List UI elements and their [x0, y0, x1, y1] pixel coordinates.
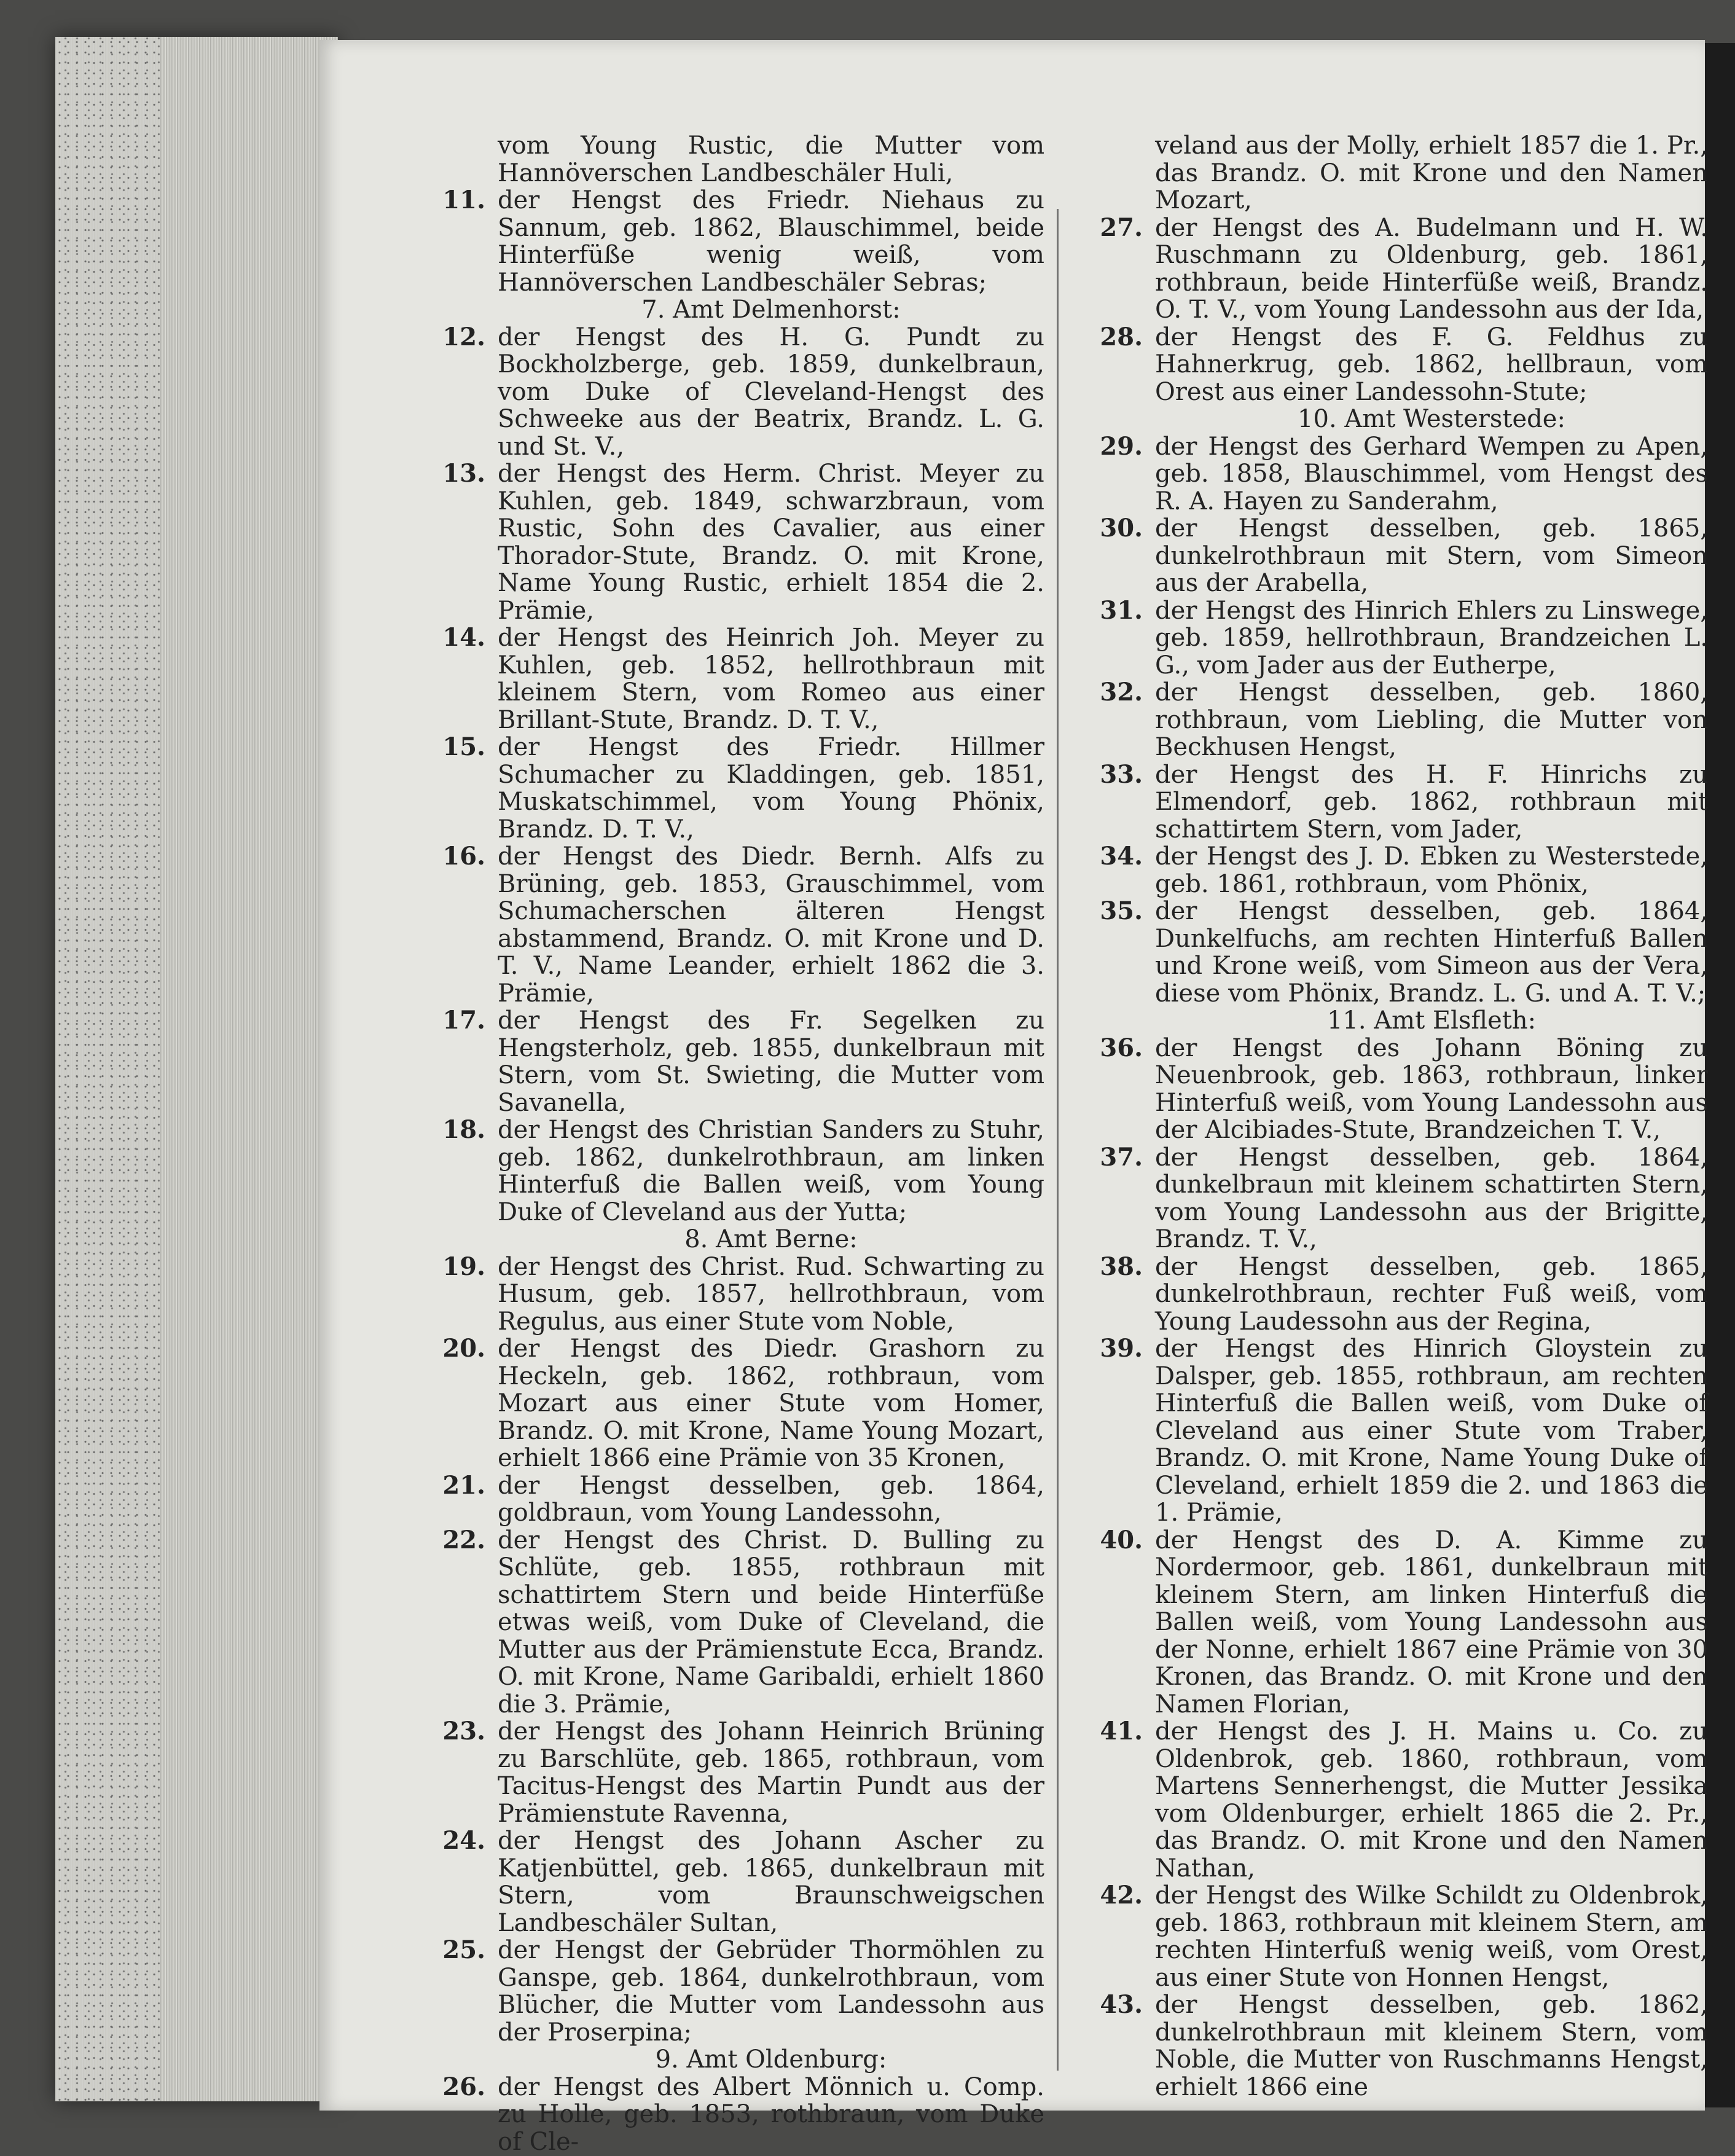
entry-text: der Hengst desselben, geb. 1865, dunkelrothbraun, rechter Fuß weiß, vom Young Laudessohn aus der Regina,: [1155, 1252, 1708, 1336]
list-item: [430, 1937, 1044, 2046]
list-item: [430, 843, 1044, 1007]
entry-number: 41.: [1100, 1717, 1143, 1746]
entry-text: der Hengst des Gerhard Wempen zu Apen, geb. 1858, Blauschimmel, vom Hengst des R. A. Hayen zu Sanderahm,: [1155, 432, 1708, 515]
entry-number: 24.: [442, 1826, 485, 1855]
entry-text: der Hengst des J. D. Ebken zu Westerstede, geb. 1861, rothbraun, vom Phönix,: [1155, 842, 1708, 898]
entry-text: der Hengst des Diedr. Grashorn zu Heckeln, geb. 1862, rothbraun, vom Mozart aus einer Stute vom Homer, Brandz. O. mit Krone, Name Young Mozart, erhielt 1866 eine Prämie von 35 Kronen,: [498, 1335, 1044, 1472]
entry-number: 31.: [1100, 595, 1143, 625]
page-gutter-shadow: [1705, 43, 1735, 2107]
list-item: [430, 1472, 1044, 1527]
list-item: [1087, 1882, 1708, 1991]
section-heading: 7. Amt Delmenhorst:: [641, 296, 901, 324]
entry-text: der Hengst des Heinrich Joh. Meyer zu Kuhlen, geb. 1852, hellrothbraun mit kleinem Stern, vom Romeo aus einer Brillant-Stute, Brandz. D. T. V.,: [498, 624, 1044, 734]
right-column: [1087, 132, 1708, 2101]
entry-number: 13.: [442, 459, 485, 488]
list-item: [1087, 1718, 1708, 1882]
entry-text: der Hengst des Friedr. Niehaus zu Sannum, geb. 1862, Blauschimmel, beide Hinterfüße wenig weiß, vom Hannöverschen Landbeschäler Sebras;: [498, 186, 1044, 297]
entry-text: der Hengst des Johann Ascher zu Katjenbüttel, geb. 1865, dunkelbraun mit Stern, vom Braunschweigschen Landbeschäler Sultan,: [498, 1827, 1044, 1937]
entry-number: 33.: [1100, 759, 1143, 789]
list-item: [430, 1527, 1044, 1719]
entry-text: der Hengst des Hinrich Ehlers zu Linswege, geb. 1859, hellrothbraun, Brandzeichen L. G., vom Jader aus der Eutherpe,: [1155, 596, 1708, 680]
list-item: [430, 1718, 1044, 1827]
entry-text: der Hengst des Hinrich Gloystein zu Dalsper, geb. 1855, rothbraun, am rechten Hinterfuß die Ballen weiß, vom Duke of Cleveland aus einer Stute vom Traber, Brandz. O. mit Krone, Name Young Duke of Cleveland, erhielt 1859 die 2. und 1863 die 1. Prämie,: [1155, 1335, 1708, 1527]
entry-number: 43.: [1100, 1990, 1143, 2019]
entry-number: 27.: [1100, 213, 1143, 242]
entry-number: 25.: [442, 1935, 485, 1964]
entry-text: der Hengst der Gebrüder Thormöhlen zu Ganspe, geb. 1864, dunkelrothbraun, vom Blücher, die Mutter vom Landessohn aus der Proserpina;: [498, 1936, 1044, 2047]
section-heading: 10. Amt Westerstede:: [1298, 405, 1565, 433]
left-column: [430, 132, 1044, 2155]
book-edge-speckle: [55, 37, 160, 2101]
section-heading: 8. Amt Berne:: [684, 1225, 858, 1253]
entry-number: 18.: [442, 1115, 485, 1144]
entry-number: 39.: [1100, 1334, 1143, 1363]
entry-number: 34.: [1100, 842, 1143, 871]
list-item: [430, 460, 1044, 624]
entry-text: der Hengst des Fr. Segelken zu Hengsterholz, geb. 1855, dunkelbraun mit Stern, vom St. Swieting, die Mutter vom Savanella,: [498, 1006, 1044, 1117]
list-item: [1087, 1991, 1708, 2101]
list-item: [1087, 324, 1708, 406]
list-item: [1087, 761, 1708, 844]
list-item: [430, 1827, 1044, 1937]
entry-text: der Hengst des J. H. Mains u. Co. zu Oldenbrok, geb. 1860, rothbraun, vom Martens Sennerhengst, die Mutter Jessika vom Oldenburger, erhielt 1865 die 2. Pr., das Brandz. O. mit Krone und den Namen Nathan,: [1155, 1717, 1708, 1883]
list-item: [430, 734, 1044, 843]
list-item: [1087, 679, 1708, 761]
entry-number: 14.: [442, 623, 485, 652]
entry-number: 20.: [442, 1334, 485, 1363]
entry-number: 17.: [442, 1006, 485, 1035]
list-item: [430, 324, 1044, 461]
list-item: [1087, 597, 1708, 680]
list-item: [1087, 515, 1708, 597]
list-item: [1087, 433, 1708, 515]
entry-number: 35.: [1100, 896, 1143, 925]
entry-number: 26.: [442, 2072, 485, 2101]
entry-text: der Hengst des F. G. Feldhus zu Hahnerkrug, geb. 1862, hellbraun, vom Orest aus einer Landessohn-Stute;: [1155, 323, 1708, 406]
entry-number: 28.: [1100, 322, 1143, 351]
list-item: [430, 1116, 1044, 1226]
section-heading: 11. Amt Elsfleth:: [1326, 1006, 1537, 1035]
entry-text: der Hengst des H. G. Pundt zu Bockholzberge, geb. 1859, dunkelbraun, vom Duke of Cleveland-Hengst des Schweeke aus der Beatrix, Brandz. L. G. und St. V.,: [498, 323, 1044, 461]
continued-text: vom Young Rustic, die Mutter vom Hannöverschen Landbeschäler Huli,: [498, 131, 1044, 187]
entry-text: der Hengst des Diedr. Bernh. Alfs zu Brüning, geb. 1853, Grauschimmel, vom Schumacherschen älteren Hengst abstammend, Brandz. O. mit Krone und D. T. V., Name Leander, erhielt 1862 die 3. Prämie,: [498, 842, 1044, 1008]
entry-text: der Hengst des A. Budelmann und H. W. Ruschmann zu Oldenburg, geb. 1861, rothbraun, beide Hinterfüße weiß, Brandz. O. T. V., vom Young Landessohn aus der Ida,: [1155, 213, 1708, 324]
list-item: [1087, 1527, 1708, 1719]
list-item: [1087, 1335, 1708, 1527]
entry-text: der Hengst des Herm. Christ. Meyer zu Kuhlen, geb. 1849, schwarzbraun, vom Rustic, Sohn des Cavalier, aus einer Thorador-Stute, Brandz. O. mit Krone, Name Young Rustic, erhielt 1854 die 2. Prämie,: [498, 460, 1044, 625]
list-item: [1087, 898, 1708, 1007]
entry-text: der Hengst desselben, geb. 1865, dunkelrothbraun mit Stern, vom Simeon aus der Arabella,: [1155, 514, 1708, 597]
entry-number: 42.: [1100, 1881, 1143, 1910]
entry-number: 32.: [1100, 678, 1143, 707]
entry-text: der Hengst des Christ. D. Bulling zu Schlüte, geb. 1855, rothbraun mit schattirtem Stern und beide Hinterfüße etwas weiß, vom Duke of Cleveland, die Mutter aus der Prämienstute Ecca, Brandz. O. mit Krone, Name Garibaldi, erhielt 1860 die 3. Prämie,: [498, 1526, 1044, 1719]
entry-number: 21.: [442, 1470, 485, 1500]
continued-text: veland aus der Molly, erhielt 1857 die 1. Pr., das Brandz. O. mit Krone und den Namen Mozart,: [1155, 131, 1708, 214]
list-item: [1087, 1035, 1708, 1144]
entry-number: 38.: [1100, 1252, 1143, 1281]
entry-number: 29.: [1100, 431, 1143, 461]
list-item: [1087, 843, 1708, 898]
entry-text: der Hengst des Wilke Schildt zu Oldenbrok, geb. 1863, rothbraun mit kleinem Stern, am rechten Hinterfuß wenig weiß, vom Orest, aus einer Stute von Honnen Hengst,: [1155, 1881, 1708, 1992]
entry-text: der Hengst desselben, geb. 1864, goldbraun, vom Young Landessohn,: [498, 1471, 1044, 1527]
entry-number: 22.: [442, 1525, 485, 1554]
list-item: [430, 1335, 1044, 1472]
list-item: [430, 2074, 1044, 2156]
entry-text: der Hengst des D. A. Kimme zu Nordermoor, geb. 1861, dunkelbraun mit kleinem Stern, am linken Hinterfuß die Ballen weiß, vom Young Landessohn aus der Nonne, erhielt 1867 eine Prämie von 30 Kronen, das Brandz. O. mit Krone und den Namen Florian,: [1155, 1526, 1708, 1719]
entry-text: der Hengst desselben, geb. 1860, rothbraun, vom Liebling, die Mutter von Beckhusen Hengst,: [1155, 678, 1708, 761]
entry-text: der Hengst des Christ. Rud. Schwarting zu Husum, geb. 1857, hellrothbraun, vom Regulus, aus einer Stute vom Noble,: [498, 1252, 1044, 1336]
entry-text: der Hengst des Johann Böning zu Neuenbrook, geb. 1863, rothbraun, linker Hinterfuß weiß, vom Young Landessohn aus der Alcibiades-Stute, Brandzeichen T. V.,: [1155, 1033, 1708, 1144]
list-item: [1087, 1253, 1708, 1336]
column-divider: [1057, 209, 1059, 2071]
list-item: [430, 1253, 1044, 1336]
section-heading: 9. Amt Oldenburg:: [655, 2045, 887, 2074]
entry-number: 40.: [1100, 1525, 1143, 1554]
entry-number: 30.: [1100, 514, 1143, 543]
entry-text: der Hengst des H. F. Hinrichs zu Elmendorf, geb. 1862, rothbraun mit schattirtem Stern, vom Jader,: [1155, 760, 1708, 844]
entry-text: der Hengst desselben, geb. 1862, dunkelrothbraun mit kleinem Stern, vom Noble, die Mutter von Ruschmanns Hengst, erhielt 1866 eine: [1155, 1991, 1708, 2101]
entry-number: 11.: [442, 186, 485, 214]
entry-number: 23.: [442, 1717, 485, 1746]
entry-text: der Hengst des Albert Mönnich u. Comp. zu Holle, geb. 1853, rothbraun, vom Duke of Cle-: [498, 2072, 1044, 2156]
entry-text: der Hengst desselben, geb. 1864, Dunkelfuchs, am rechten Hinterfuß Ballen und Krone weiß, vom Simeon aus der Vera, diese vom Phönix, Brandz. L. G. und A. T. V.;: [1155, 897, 1708, 1008]
entry-text: der Hengst des Johann Heinrich Brüning zu Barschlüte, geb. 1865, rothbraun, vom Tacitus-Hengst des Martin Pundt aus der Prämienstute Ravenna,: [498, 1717, 1044, 1828]
list-item: [430, 1007, 1044, 1116]
list-item: [1087, 1144, 1708, 1253]
entry-text: der Hengst des Friedr. Hillmer Schumacher zu Kladdingen, geb. 1851, Muskatschimmel, vom Young Phönix, Brandz. D. T. V.,: [498, 733, 1044, 844]
entry-number: 36.: [1100, 1033, 1143, 1062]
entry-number: 37.: [1100, 1142, 1143, 1172]
entry-number: 19.: [442, 1252, 485, 1281]
list-item: [1087, 214, 1708, 324]
entry-text: der Hengst des Christian Sanders zu Stuhr, geb. 1862, dunkelrothbraun, am linken Hinterfuß die Ballen weiß, vom Young Duke of Cleveland aus der Yutta;: [498, 1116, 1044, 1226]
list-item: [430, 624, 1044, 734]
entry-number: 12.: [442, 322, 485, 351]
entry-number: 15.: [442, 732, 485, 761]
entry-number: 16.: [442, 842, 485, 871]
list-item: [430, 187, 1044, 296]
entry-text: der Hengst desselben, geb. 1864, dunkelbraun mit kleinem schattirten Stern, vom Young Landessohn aus der Brigitte, Brandz. T. V.,: [1155, 1143, 1708, 1253]
